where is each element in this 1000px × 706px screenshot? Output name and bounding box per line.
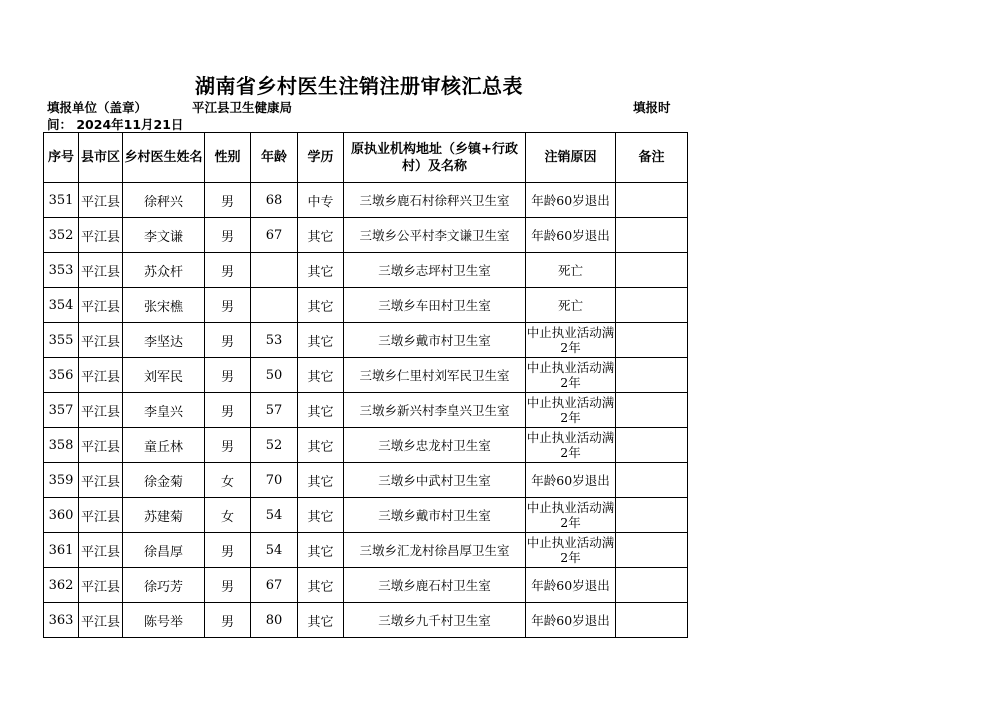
table-row xyxy=(44,358,688,393)
cell-seq: 357 xyxy=(44,393,79,428)
cell-organization: 三墩乡车田村卫生室 xyxy=(344,288,526,323)
cell-gender: 男 xyxy=(205,253,251,288)
cell-age: 80 xyxy=(251,603,298,638)
cell-gender: 男 xyxy=(205,358,251,393)
cell-gender: 男 xyxy=(205,568,251,603)
table-row xyxy=(44,323,688,358)
cell-gender: 女 xyxy=(205,498,251,533)
cell-gender: 男 xyxy=(205,393,251,428)
cell-gender: 女 xyxy=(205,463,251,498)
cell-reason: 年龄60岁退出 xyxy=(526,568,616,603)
cell-name: 陈号举 xyxy=(123,603,205,638)
cell-gender: 男 xyxy=(205,288,251,323)
cell-remark xyxy=(616,253,688,288)
cell-organization: 三墩乡戴市村卫生室 xyxy=(344,498,526,533)
table-row xyxy=(44,428,688,463)
cell-education: 其它 xyxy=(298,428,344,463)
cell-education: 其它 xyxy=(298,463,344,498)
cell-remark xyxy=(616,393,688,428)
cell-organization: 三墩乡仁里村刘军民卫生室 xyxy=(344,358,526,393)
cell-remark xyxy=(616,463,688,498)
cell-remark xyxy=(616,568,688,603)
table-row xyxy=(44,463,688,498)
cell-remark xyxy=(616,498,688,533)
cell-name: 徐昌厚 xyxy=(123,533,205,568)
cell-remark xyxy=(616,323,688,358)
cell-organization: 三墩乡忠龙村卫生室 xyxy=(344,428,526,463)
cell-reason: 死亡 xyxy=(526,253,616,288)
table-body xyxy=(44,183,688,638)
header-organization: 原执业机构地址（乡镇+行政村）及名称 xyxy=(344,133,526,183)
cell-county: 平江县 xyxy=(79,183,123,218)
cell-education: 其它 xyxy=(298,533,344,568)
cell-education: 其它 xyxy=(298,358,344,393)
cell-county: 平江县 xyxy=(79,498,123,533)
cell-reason: 中止执业活动满2年 xyxy=(526,498,616,533)
cell-age: 53 xyxy=(251,323,298,358)
table-row xyxy=(44,393,688,428)
cell-reason: 中止执业活动满2年 xyxy=(526,393,616,428)
cell-seq: 358 xyxy=(44,428,79,463)
cell-seq: 352 xyxy=(44,218,79,253)
table-row xyxy=(44,498,688,533)
unit-value: 平江县卫生健康局 xyxy=(192,100,293,115)
header-age: 年龄 xyxy=(251,133,298,183)
cell-name: 李文谦 xyxy=(123,218,205,253)
cell-reason: 中止执业活动满2年 xyxy=(526,533,616,568)
cell-county: 平江县 xyxy=(79,533,123,568)
document-title: 湖南省乡村医生注销注册审核汇总表 xyxy=(195,74,523,98)
cell-county: 平江县 xyxy=(79,463,123,498)
cell-county: 平江县 xyxy=(79,428,123,463)
cell-county: 平江县 xyxy=(79,323,123,358)
cell-seq: 360 xyxy=(44,498,79,533)
cell-reason: 死亡 xyxy=(526,288,616,323)
cell-seq: 351 xyxy=(44,183,79,218)
cell-education: 其它 xyxy=(298,568,344,603)
cell-reason: 中止执业活动满2年 xyxy=(526,323,616,358)
cell-age: 54 xyxy=(251,533,298,568)
cell-education: 其它 xyxy=(298,253,344,288)
header-gender: 性别 xyxy=(205,133,251,183)
cell-county: 平江县 xyxy=(79,358,123,393)
cell-remark xyxy=(616,288,688,323)
cell-county: 平江县 xyxy=(79,568,123,603)
cell-remark xyxy=(616,218,688,253)
cell-age: 52 xyxy=(251,428,298,463)
cell-name: 张宋樵 xyxy=(123,288,205,323)
cell-organization: 三墩乡公平村李文谦卫生室 xyxy=(344,218,526,253)
cell-organization: 三墩乡九千村卫生室 xyxy=(344,603,526,638)
cell-gender: 男 xyxy=(205,323,251,358)
header-seq: 序号 xyxy=(44,133,79,183)
header-name: 乡村医生姓名 xyxy=(123,133,205,183)
cell-county: 平江县 xyxy=(79,218,123,253)
cell-name: 徐秤兴 xyxy=(123,183,205,218)
table-row xyxy=(44,533,688,568)
cell-organization: 三墩乡鹿石村卫生室 xyxy=(344,568,526,603)
cell-name: 徐金菊 xyxy=(123,463,205,498)
table-row xyxy=(44,288,688,323)
table-row xyxy=(44,603,688,638)
cell-county: 平江县 xyxy=(79,253,123,288)
cell-remark xyxy=(616,533,688,568)
header-remark: 备注 xyxy=(616,133,688,183)
fill-time-label: 填报时 xyxy=(633,100,671,115)
table-row xyxy=(44,183,688,218)
cell-name: 刘军民 xyxy=(123,358,205,393)
cell-age: 50 xyxy=(251,358,298,393)
cell-name: 苏建菊 xyxy=(123,498,205,533)
cell-age: 67 xyxy=(251,568,298,603)
fill-time-value: 间： 2024年11月21日 xyxy=(47,117,184,132)
cell-name: 童丘林 xyxy=(123,428,205,463)
cell-reason: 中止执业活动满2年 xyxy=(526,358,616,393)
cell-county: 平江县 xyxy=(79,603,123,638)
cell-education: 其它 xyxy=(298,393,344,428)
cell-seq: 354 xyxy=(44,288,79,323)
cell-reason: 年龄60岁退出 xyxy=(526,183,616,218)
cell-education: 其它 xyxy=(298,498,344,533)
cell-seq: 362 xyxy=(44,568,79,603)
cell-organization: 三墩乡新兴村李皇兴卫生室 xyxy=(344,393,526,428)
cell-organization: 三墩乡鹿石村徐秤兴卫生室 xyxy=(344,183,526,218)
cell-education: 其它 xyxy=(298,218,344,253)
cell-seq: 363 xyxy=(44,603,79,638)
cell-organization: 三墩乡戴市村卫生室 xyxy=(344,323,526,358)
cell-seq: 355 xyxy=(44,323,79,358)
header-education: 学历 xyxy=(298,133,344,183)
cell-gender: 男 xyxy=(205,603,251,638)
cell-gender: 男 xyxy=(205,428,251,463)
cell-age: 68 xyxy=(251,183,298,218)
cell-education: 其它 xyxy=(298,288,344,323)
cell-gender: 男 xyxy=(205,533,251,568)
cell-county: 平江县 xyxy=(79,393,123,428)
cell-remark xyxy=(616,428,688,463)
cell-age: 67 xyxy=(251,218,298,253)
table-row xyxy=(44,218,688,253)
cell-reason: 年龄60岁退出 xyxy=(526,218,616,253)
unit-label: 填报单位（盖章） xyxy=(47,100,148,115)
cell-seq: 359 xyxy=(44,463,79,498)
cell-reason: 年龄60岁退出 xyxy=(526,603,616,638)
cell-name: 苏众杆 xyxy=(123,253,205,288)
header-reason: 注销原因 xyxy=(526,133,616,183)
cell-reason: 中止执业活动满2年 xyxy=(526,428,616,463)
cell-county: 平江县 xyxy=(79,288,123,323)
table-header-row xyxy=(44,133,688,183)
table-row xyxy=(44,253,688,288)
cell-age: 70 xyxy=(251,463,298,498)
cell-seq: 361 xyxy=(44,533,79,568)
cell-gender: 男 xyxy=(205,183,251,218)
doctor-cancellation-table xyxy=(43,132,688,638)
cell-education: 其它 xyxy=(298,603,344,638)
cell-remark xyxy=(616,183,688,218)
cell-name: 李皇兴 xyxy=(123,393,205,428)
cell-organization: 三墩乡中武村卫生室 xyxy=(344,463,526,498)
cell-remark xyxy=(616,603,688,638)
cell-organization: 三墩乡汇龙村徐昌厚卫生室 xyxy=(344,533,526,568)
cell-age: 54 xyxy=(251,498,298,533)
cell-seq: 353 xyxy=(44,253,79,288)
cell-seq: 356 xyxy=(44,358,79,393)
cell-reason: 年龄60岁退出 xyxy=(526,463,616,498)
cell-age: 57 xyxy=(251,393,298,428)
cell-name: 李坚达 xyxy=(123,323,205,358)
cell-organization: 三墩乡志坪村卫生室 xyxy=(344,253,526,288)
cell-remark xyxy=(616,358,688,393)
table-row xyxy=(44,568,688,603)
header-county: 县市区 xyxy=(79,133,123,183)
cell-age xyxy=(251,253,298,288)
cell-gender: 男 xyxy=(205,218,251,253)
cell-age xyxy=(251,288,298,323)
cell-education: 其它 xyxy=(298,323,344,358)
cell-education: 中专 xyxy=(298,183,344,218)
cell-name: 徐巧芳 xyxy=(123,568,205,603)
